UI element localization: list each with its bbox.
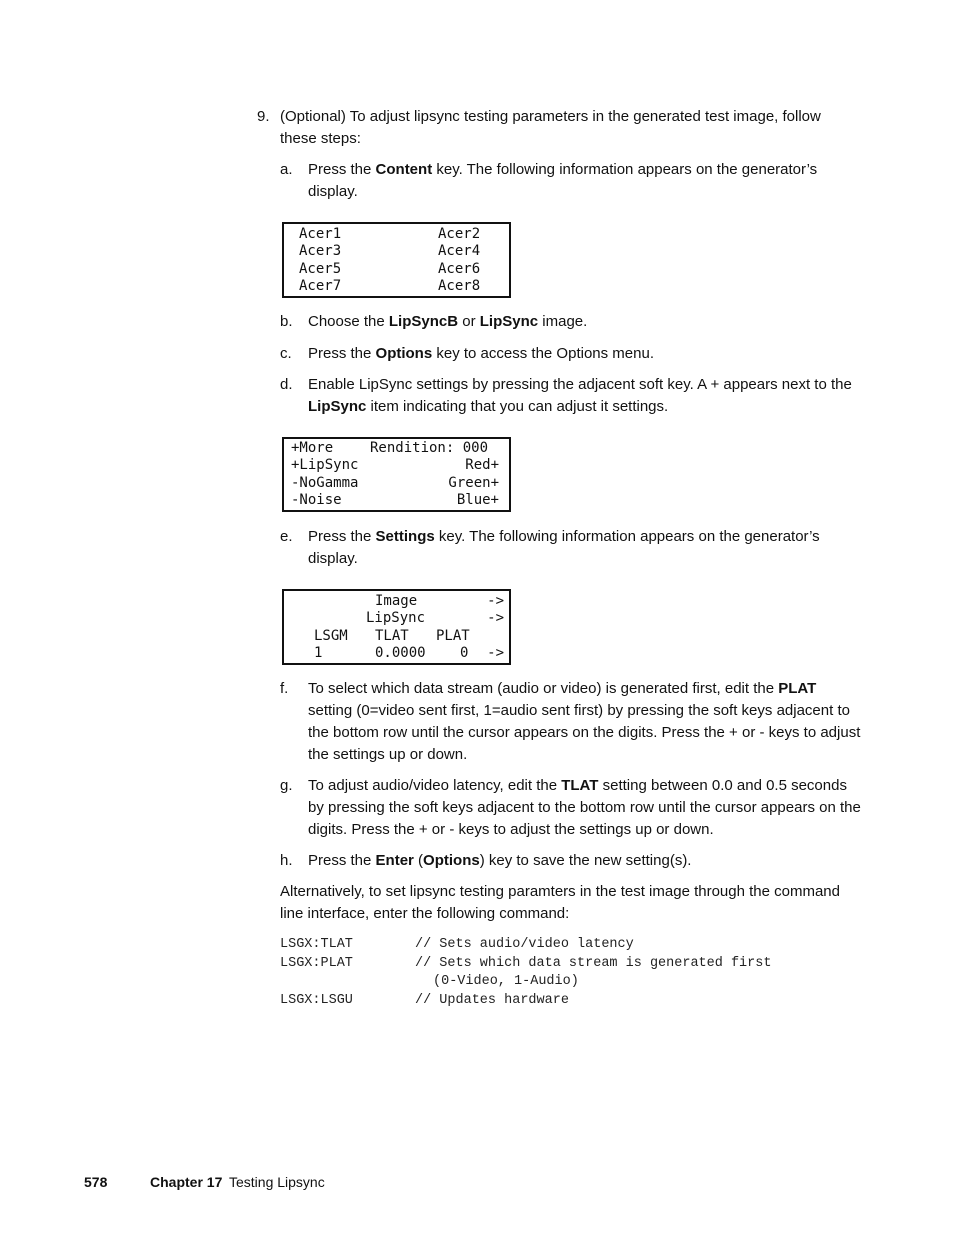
substep-text: Press the Settings key. The following information appears on the generator’s [308,528,820,545]
display-value: 1 [314,645,323,662]
alt-paragraph: Alternatively, to set lipsync testing paramters in the test image through the command [280,883,840,900]
display-cell: Acer5 [299,260,342,277]
generator-display-settings [282,589,511,665]
substep-text: Choose the LipSyncB or LipSync image. [308,313,588,330]
display-cell: Acer3 [299,243,342,260]
display-cell: Blue+ [456,492,499,509]
item-name: LipSync [308,398,367,415]
display-cell: Rendition: 000 [370,440,489,456]
display-cell: Acer7 [299,278,342,295]
substep-letter: b. [280,313,293,330]
substep-text: LipSync item indicating that you can adjust it settings. [308,398,669,415]
page-number: 578 [84,1174,108,1190]
display-cell: Acer2 [438,226,481,242]
substep-letter: c. [280,345,292,362]
display-cell: +More [291,440,334,456]
display-cell: Red+ [465,457,499,474]
substep-text: the settings up or down. [308,746,468,763]
substep-text: display. [308,183,358,200]
command-comment: // Updates hardware [415,993,569,1008]
image-name: LipSync [479,313,539,330]
display-cell: Acer4 [438,243,481,260]
display-value: 0 [460,645,469,662]
step-number: 9. [257,108,270,125]
command: LSGX:PLAT [280,956,353,971]
display-header: PLAT [436,627,470,644]
substep-letter: a. [280,161,293,178]
display-cell: Acer6 [438,260,481,277]
step-text: these steps: [280,130,361,147]
substep-text: the bottom row until the cursor appears on the digits. Press the + or - keys to adjust [308,724,861,741]
command-comment: // Sets audio/video latency [415,937,634,952]
display-cell: Acer1 [299,226,342,242]
substep-letter: d. [280,376,293,393]
display-cell: LipSync [366,610,426,627]
command-comment: // Sets which data stream is generated first [415,956,772,971]
command: LSGX:LSGU [280,993,353,1008]
key-name: Options [423,852,480,869]
key-name: Settings [375,528,435,545]
substep-text: display. [308,550,358,567]
step-text: (Optional) To adjust lipsync testing parameters in the generated test image, follow [280,108,821,125]
substep-text: by pressing the soft keys adjacent to the bottom row until the cursor appears on the [308,799,861,816]
display-cell: -NoGamma [291,474,359,491]
substep-letter: h. [280,852,293,869]
display-value: 0.0000 [375,645,426,662]
display-cell: Acer8 [438,278,481,295]
display-cell: +LipSync [291,457,359,474]
key-name: Options [375,345,433,362]
substep-text: setting (0=video sent first, 1=audio sent first) by pressing the soft keys adjacent to [308,702,850,719]
display-header: LSGM [314,627,348,644]
substep-letter: f. [280,680,289,697]
generator-display-content [282,222,511,298]
arrow-icon: -> [487,610,504,627]
generator-display-options [282,437,511,512]
image-name: LipSyncB [388,313,459,330]
arrow-icon: -> [487,645,504,662]
setting-name: PLAT [778,680,817,697]
substep-letter: e. [280,528,293,545]
chapter-label: Chapter 17 [150,1174,223,1190]
display-cell: -Noise [291,492,342,509]
substep-text: Press the Options key to access the Options menu. [308,345,654,362]
command: LSGX:TLAT [280,937,353,952]
chapter-title: Testing Lipsync [229,1174,325,1190]
key-name: Content [375,161,433,178]
command-comment: (0-Video, 1-Audio) [433,974,579,989]
arrow-icon: -> [487,593,504,609]
display-cell: Image [375,593,418,609]
key-name: Enter [375,852,414,869]
substep-text: To select which data stream (audio or video) is generated first, edit the PLAT [308,680,817,697]
substep-text: digits. Press the + or - keys to adjust the settings up or down. [308,821,714,838]
substep-text: Enable LipSync settings by pressing the adjacent soft key. A + appears next to the [308,376,852,393]
substep-text: Press the Content key. The following information appears on the generator’s [308,161,818,178]
substep-text: To adjust audio/video latency, edit the TLAT setting between 0.0 and 0.5 seconds [308,777,847,794]
display-cell: Green+ [448,474,499,491]
substep-text: Press the Enter (Options) key to save the new setting(s). [308,852,692,869]
alt-paragraph: line interface, enter the following command: [280,905,570,922]
display-header: TLAT [375,627,409,644]
substep-letter: g. [280,777,293,794]
setting-name: TLAT [561,777,599,794]
